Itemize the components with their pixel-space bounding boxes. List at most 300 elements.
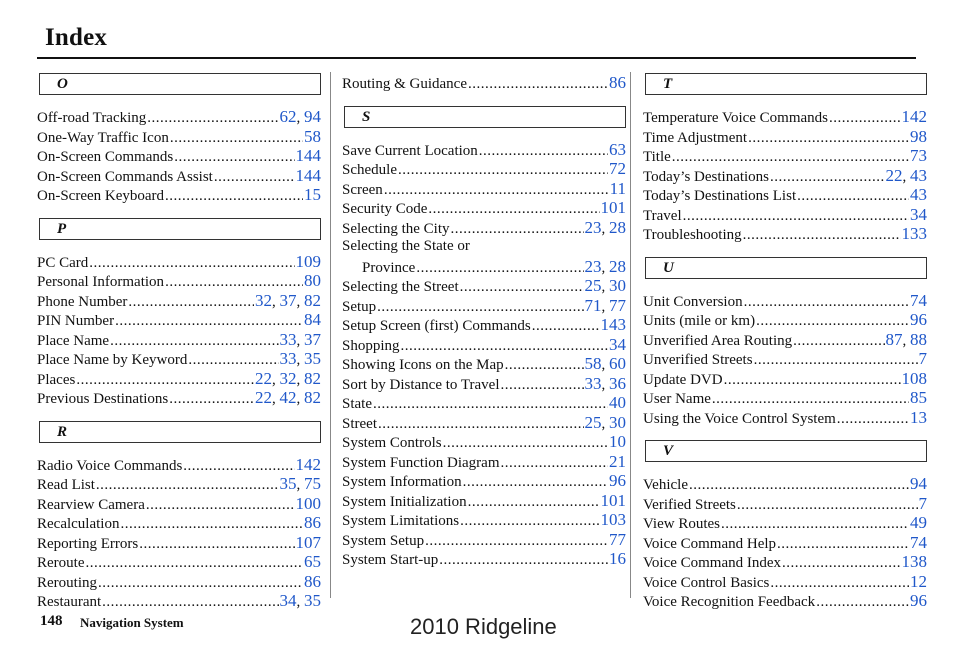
index-entry — [342, 257, 626, 277]
leader-dots — [737, 496, 918, 516]
index-entry — [342, 296, 626, 316]
leader-dots — [425, 532, 608, 552]
index-entry — [37, 185, 321, 205]
index-column-3 — [643, 73, 927, 611]
index-entry — [643, 330, 927, 350]
page-refs — [304, 310, 321, 330]
index-entry — [342, 432, 626, 452]
page-ref-link[interactable]: 108 — [901, 368, 927, 388]
page-ref-link[interactable]: 34 — [279, 591, 297, 610]
page-refs — [304, 513, 321, 533]
page-ref-link[interactable]: 7 — [918, 493, 927, 513]
page-ref-link[interactable]: 35 — [279, 474, 297, 493]
page-refs — [910, 127, 927, 147]
page-ref-separator: , — [601, 376, 609, 393]
leader-dots — [460, 512, 599, 532]
page-ref-link[interactable]: 96 — [910, 591, 927, 610]
page-ref-link[interactable]: 25 — [584, 276, 602, 295]
index-entry — [342, 393, 626, 413]
index-entry-text: Restaurant — [37, 594, 102, 610]
page-ref-link[interactable]: 80 — [304, 271, 321, 290]
page-ref-separator: , — [296, 110, 304, 126]
index-entry-text: Screen — [342, 181, 383, 198]
leader-dots — [98, 574, 303, 594]
page-ref-link[interactable]: 101 — [600, 490, 626, 510]
index-entry-text: On-Screen Commands Assist — [37, 168, 213, 185]
leader-dots — [169, 390, 254, 410]
section-letter-header: S — [344, 106, 626, 128]
page-ref-link[interactable]: 142 — [295, 454, 321, 474]
page-ref-separator: , — [296, 352, 304, 368]
index-entry — [342, 549, 626, 569]
page-refs — [609, 549, 626, 569]
leader-dots — [85, 554, 303, 574]
index-entry — [643, 224, 927, 244]
page-ref-link[interactable]: 63 — [609, 139, 626, 159]
index-entry — [643, 369, 927, 389]
page-ref-separator: , — [601, 298, 609, 315]
leader-dots — [377, 298, 583, 318]
page-ref-separator: , — [601, 259, 609, 276]
index-entry — [643, 166, 927, 186]
index-entry — [643, 408, 927, 428]
page-ref-link[interactable]: 60 — [609, 354, 626, 373]
page-ref-link[interactable]: 33 — [279, 329, 297, 349]
page-refs — [296, 252, 322, 272]
index-entry-text: Reroute — [37, 555, 85, 571]
index-entry-text: Voice Control Basics — [643, 574, 770, 591]
page-ref-separator: , — [601, 279, 609, 295]
page-ref-link[interactable]: 34 — [910, 204, 927, 224]
index-entry-text: Vehicle — [643, 477, 688, 493]
page-ref-link[interactable]: 12 — [910, 571, 927, 591]
page-refs — [304, 271, 321, 291]
section-letter-header: U — [645, 257, 927, 279]
index-entry-text: View Routes — [643, 516, 721, 532]
page-ref-link[interactable]: 32 — [255, 290, 272, 310]
page-ref-separator: , — [296, 332, 304, 349]
page-refs — [919, 494, 928, 514]
index-entry-text: Personal Information — [37, 274, 165, 290]
page-refs — [886, 330, 928, 352]
index-entry-text: Place Name by Keyword — [37, 352, 188, 368]
page-ref-link[interactable]: 30 — [609, 412, 626, 432]
page-refs — [609, 530, 626, 550]
page-ref-link[interactable]: 82 — [304, 388, 321, 407]
index-entry — [37, 533, 321, 553]
leader-dots — [110, 332, 278, 352]
page-ref-link[interactable]: 62 — [279, 107, 297, 126]
page-ref-link[interactable]: 65 — [304, 552, 321, 571]
leader-dots — [816, 593, 909, 613]
footer-label: Navigation System — [80, 615, 184, 630]
index-entry-text: Rearview Camera — [37, 496, 145, 513]
leader-dots — [468, 493, 600, 513]
leader-dots — [501, 454, 609, 474]
page-refs — [609, 432, 626, 452]
page-refs — [910, 185, 927, 205]
index-entry — [342, 198, 626, 218]
leader-dots — [214, 168, 295, 188]
index-entry-text: Selecting the City — [342, 220, 450, 237]
page-refs — [585, 296, 627, 318]
index-entry-text: Security Code — [342, 201, 428, 217]
page-ref-link[interactable]: 143 — [600, 315, 626, 334]
index-entry — [643, 146, 927, 166]
page-refs — [304, 185, 321, 205]
index-entry — [37, 513, 321, 533]
index-entry — [643, 474, 927, 494]
index-entry-text: Voice Recognition Feedback — [643, 594, 816, 610]
page-refs — [902, 107, 928, 127]
watermark: 2010 Ridgeline — [410, 614, 557, 639]
index-entry — [37, 455, 321, 475]
page-ref-link[interactable]: 25 — [584, 412, 602, 432]
leader-dots — [501, 376, 584, 396]
leader-dots — [724, 371, 901, 391]
page-refs — [296, 146, 322, 166]
page-ref-link[interactable]: 33 — [584, 373, 602, 393]
index-entry — [643, 388, 927, 408]
page-ref-link[interactable]: 103 — [600, 510, 626, 529]
page-ref-link[interactable]: 96 — [910, 310, 927, 329]
page-ref-link[interactable]: 22 — [885, 165, 903, 185]
page-ref-link[interactable]: 34 — [609, 334, 626, 354]
page-ref-link[interactable]: 94 — [910, 474, 927, 493]
index-entry — [342, 452, 626, 472]
index-entry — [643, 513, 927, 533]
page-ref-link[interactable]: 37 — [279, 290, 297, 310]
index-entry — [342, 159, 626, 179]
page-ref-link[interactable]: 144 — [295, 165, 321, 185]
page-ref-link[interactable]: 21 — [609, 451, 626, 471]
page-ref-link[interactable]: 82 — [304, 290, 321, 310]
page-refs — [910, 388, 927, 408]
index-entry-continuation: Province — [362, 259, 416, 276]
index-entry — [643, 533, 927, 553]
leader-dots — [450, 220, 583, 240]
index-entry — [342, 276, 626, 296]
page-ref-link[interactable]: 71 — [584, 295, 602, 315]
page-ref-link[interactable]: 32 — [279, 368, 297, 388]
index-entry — [643, 552, 927, 572]
section-spacer — [643, 95, 927, 107]
page-refs — [610, 179, 626, 199]
page-ref-link[interactable]: 43 — [910, 185, 927, 204]
index-entry-text: Places — [37, 371, 76, 388]
page-ref-link[interactable]: 86 — [609, 73, 626, 92]
index-entry-text: Routing & Guidance — [342, 76, 467, 92]
index-entry-text: Recalculation — [37, 516, 120, 532]
leader-dots — [479, 142, 608, 162]
index-entry-text: Showing Icons on the Map — [342, 357, 504, 373]
section-letter-header: P — [39, 218, 321, 240]
page-ref-link[interactable]: 49 — [910, 513, 927, 532]
index-entry — [37, 291, 321, 311]
page-refs — [601, 491, 627, 511]
page-ref-link[interactable]: 82 — [304, 368, 321, 388]
leader-dots — [401, 337, 608, 357]
index-entry — [37, 349, 321, 369]
page-refs — [585, 413, 627, 435]
index-entry-text: Place Name — [37, 332, 110, 349]
index-entry-text: Setup — [342, 298, 377, 315]
page-refs — [255, 291, 321, 313]
index-entry-text: System Function Diagram — [342, 454, 500, 471]
page-ref-link[interactable]: 74 — [910, 290, 927, 310]
page-ref-separator: , — [272, 293, 280, 310]
page-ref-link[interactable]: 109 — [295, 251, 321, 271]
page-ref-link[interactable]: 35 — [304, 591, 321, 610]
page-refs — [255, 369, 321, 391]
index-entry-text: Troubleshooting — [643, 227, 742, 243]
column-divider — [330, 72, 331, 598]
page-refs — [910, 291, 927, 311]
section-spacer — [643, 279, 927, 291]
index-entry — [37, 146, 321, 166]
page-ref-link[interactable]: 86 — [304, 513, 321, 532]
page-refs — [919, 349, 928, 369]
index-entry-text: PC Card — [37, 254, 89, 271]
index-entry-text: Today’s Destinations — [643, 168, 770, 185]
page-ref-link[interactable]: 22 — [255, 368, 272, 388]
page-refs — [609, 393, 626, 413]
index-entry — [342, 218, 626, 238]
index-entry-text: System Initialization — [342, 493, 467, 510]
page-ref-link[interactable]: 77 — [609, 529, 626, 549]
page-ref-link[interactable]: 96 — [609, 471, 626, 490]
page-refs — [910, 146, 927, 166]
leader-dots — [712, 390, 909, 410]
index-entry-text: Travel — [643, 207, 682, 224]
page-ref-link[interactable]: 40 — [609, 393, 626, 412]
index-entry-text: Using the Voice Control System — [643, 410, 836, 427]
index-entry — [342, 179, 626, 199]
index-entry — [37, 591, 321, 611]
page-ref-separator: , — [296, 594, 304, 610]
page-ref-link[interactable]: 23 — [584, 256, 602, 276]
leader-dots — [170, 129, 303, 149]
index-entry-text: System Setup — [342, 532, 425, 549]
page-ref-link[interactable]: 22 — [255, 388, 272, 407]
page-refs — [601, 510, 627, 530]
page-ref-link[interactable]: 144 — [295, 146, 321, 165]
page-refs — [280, 349, 322, 371]
page-title: Index — [45, 24, 108, 51]
page-ref-link[interactable]: 28 — [609, 256, 626, 276]
page-refs — [585, 218, 627, 240]
index-entry — [342, 530, 626, 550]
leader-dots — [777, 535, 909, 555]
index-entry — [643, 310, 927, 330]
page-refs — [255, 388, 321, 410]
index-entry — [37, 494, 321, 514]
index-entry — [37, 474, 321, 494]
page-ref-separator: , — [902, 332, 910, 349]
page-ref-link[interactable]: 33 — [279, 349, 297, 368]
index-entry — [342, 73, 626, 93]
page-ref-link[interactable]: 37 — [304, 329, 321, 349]
leader-dots — [770, 574, 909, 594]
page-ref-link[interactable]: 16 — [609, 549, 626, 568]
page-refs — [585, 257, 627, 279]
page-ref-link[interactable]: 11 — [609, 178, 626, 198]
index-entry — [643, 127, 927, 147]
index-entry-text: Selecting the State or — [342, 238, 470, 254]
page-refs — [910, 513, 927, 533]
page-ref-link[interactable]: 88 — [910, 329, 927, 349]
section-letter-header: V — [645, 440, 927, 462]
index-entry — [37, 107, 321, 127]
page-ref-link[interactable]: 28 — [609, 217, 626, 237]
page-ref-link[interactable]: 86 — [304, 571, 321, 591]
page-ref-link[interactable]: 58 — [304, 126, 321, 146]
leader-dots — [672, 148, 909, 168]
leader-dots — [384, 181, 609, 201]
page-refs — [910, 572, 927, 592]
section-letter-header: R — [39, 421, 321, 443]
index-entry-text: Units (mile or km) — [643, 313, 756, 329]
page-refs — [280, 474, 322, 496]
page-ref-link[interactable]: 84 — [304, 310, 321, 329]
index-entry-text: Save Current Location — [342, 142, 478, 159]
page-ref-link[interactable]: 138 — [901, 552, 927, 571]
section-letter-header: O — [39, 73, 321, 95]
index-entry — [643, 591, 927, 611]
index-entry — [643, 572, 927, 592]
index-entry-text: System Limitations — [342, 513, 460, 529]
page-ref-link[interactable]: 133 — [901, 224, 927, 243]
index-column-2 — [342, 73, 626, 569]
page-ref-separator: , — [902, 168, 910, 185]
page-ref-link[interactable]: 15 — [304, 185, 321, 204]
page-ref-link[interactable]: 23 — [584, 217, 602, 237]
index-entry — [37, 166, 321, 186]
page-ref-link[interactable]: 100 — [295, 493, 321, 513]
leader-dots — [829, 109, 900, 129]
page-ref-link[interactable]: 74 — [910, 532, 927, 552]
page-refs — [296, 533, 322, 553]
page-ref-link[interactable]: 36 — [609, 373, 626, 393]
page-ref-link[interactable]: 58 — [584, 354, 602, 373]
page-ref-separator: , — [272, 371, 280, 388]
page-ref-separator: , — [296, 371, 304, 388]
page-ref-link[interactable]: 85 — [910, 388, 927, 407]
index-entry — [37, 271, 321, 291]
leader-dots — [378, 415, 584, 435]
section-spacer — [342, 128, 626, 140]
index-entry-text: Temperature Voice Commands — [643, 110, 829, 126]
page-ref-link[interactable]: 73 — [910, 146, 927, 165]
page-ref-link[interactable]: 142 — [901, 107, 927, 126]
page-ref-link[interactable]: 43 — [910, 165, 927, 185]
page-refs — [910, 408, 927, 428]
index-entry-text: System Information — [342, 474, 462, 490]
index-entry-text: Read List — [37, 477, 95, 493]
page-ref-link[interactable]: 75 — [304, 474, 321, 493]
index-entry-text: One-Way Traffic Icon — [37, 129, 169, 146]
page-refs — [902, 369, 928, 389]
page-ref-link[interactable]: 7 — [918, 349, 927, 368]
page-refs — [601, 198, 627, 218]
leader-dots — [837, 410, 909, 430]
page-refs — [609, 471, 626, 491]
page-ref-separator: , — [296, 391, 304, 407]
page-refs — [609, 159, 626, 179]
index-entry — [37, 252, 321, 272]
index-entry-text: Verified Streets — [643, 496, 736, 513]
page-refs — [585, 374, 627, 396]
page-refs — [280, 591, 322, 613]
page-ref-link[interactable]: 107 — [295, 532, 321, 552]
page-ref-link[interactable]: 98 — [910, 126, 927, 146]
leader-dots — [146, 496, 295, 516]
page-refs — [585, 276, 627, 298]
leader-dots — [183, 457, 294, 477]
leader-dots — [532, 317, 600, 337]
page-ref-link[interactable]: 77 — [609, 295, 626, 315]
index-entry-text: Unit Conversion — [643, 293, 743, 310]
page-ref-link[interactable]: 94 — [304, 107, 321, 126]
index-entry — [643, 205, 927, 225]
leader-dots — [770, 168, 884, 188]
leader-dots — [793, 332, 884, 352]
leader-dots — [147, 109, 278, 129]
page-ref-link[interactable]: 101 — [600, 198, 626, 217]
page-ref-link[interactable]: 13 — [910, 407, 927, 427]
page-ref-link[interactable]: 10 — [609, 432, 626, 451]
page-ref-separator: , — [601, 415, 609, 432]
index-entry-text: Street — [342, 415, 377, 432]
page-refs — [280, 107, 322, 129]
index-entry — [342, 315, 626, 335]
leader-dots — [428, 200, 599, 220]
leader-dots — [744, 293, 909, 313]
page-refs — [304, 127, 321, 147]
leader-dots — [120, 515, 303, 535]
leader-dots — [689, 476, 909, 496]
index-entry — [342, 374, 626, 394]
leader-dots — [139, 535, 294, 555]
index-entry-text: Unverified Area Routing — [643, 332, 793, 349]
page-ref-link[interactable]: 42 — [279, 388, 297, 407]
leader-dots — [96, 476, 279, 496]
index-entry-text: State — [342, 396, 372, 412]
leader-dots — [460, 278, 584, 298]
index-entry-text: Update DVD — [643, 371, 723, 388]
page-ref-link[interactable]: 30 — [609, 276, 626, 295]
page-refs — [609, 452, 626, 472]
page-ref-separator: , — [601, 220, 609, 237]
page-ref-separator: , — [601, 357, 609, 373]
leader-dots — [128, 293, 254, 313]
leader-dots — [748, 129, 909, 149]
index-entry-text: Title — [643, 149, 671, 165]
leader-dots — [89, 254, 294, 274]
page-refs — [902, 224, 928, 244]
page-ref-link[interactable]: 35 — [304, 349, 321, 368]
section-spacer — [37, 443, 321, 455]
page-refs — [910, 310, 927, 330]
page-refs — [910, 205, 927, 225]
page-ref-link[interactable]: 72 — [609, 159, 626, 178]
page-ref-link[interactable]: 87 — [885, 329, 903, 349]
title-rule — [37, 57, 916, 59]
page-ref-separator: , — [296, 293, 304, 310]
leader-dots — [174, 148, 294, 168]
page-refs — [609, 140, 626, 160]
index-entry — [37, 369, 321, 389]
